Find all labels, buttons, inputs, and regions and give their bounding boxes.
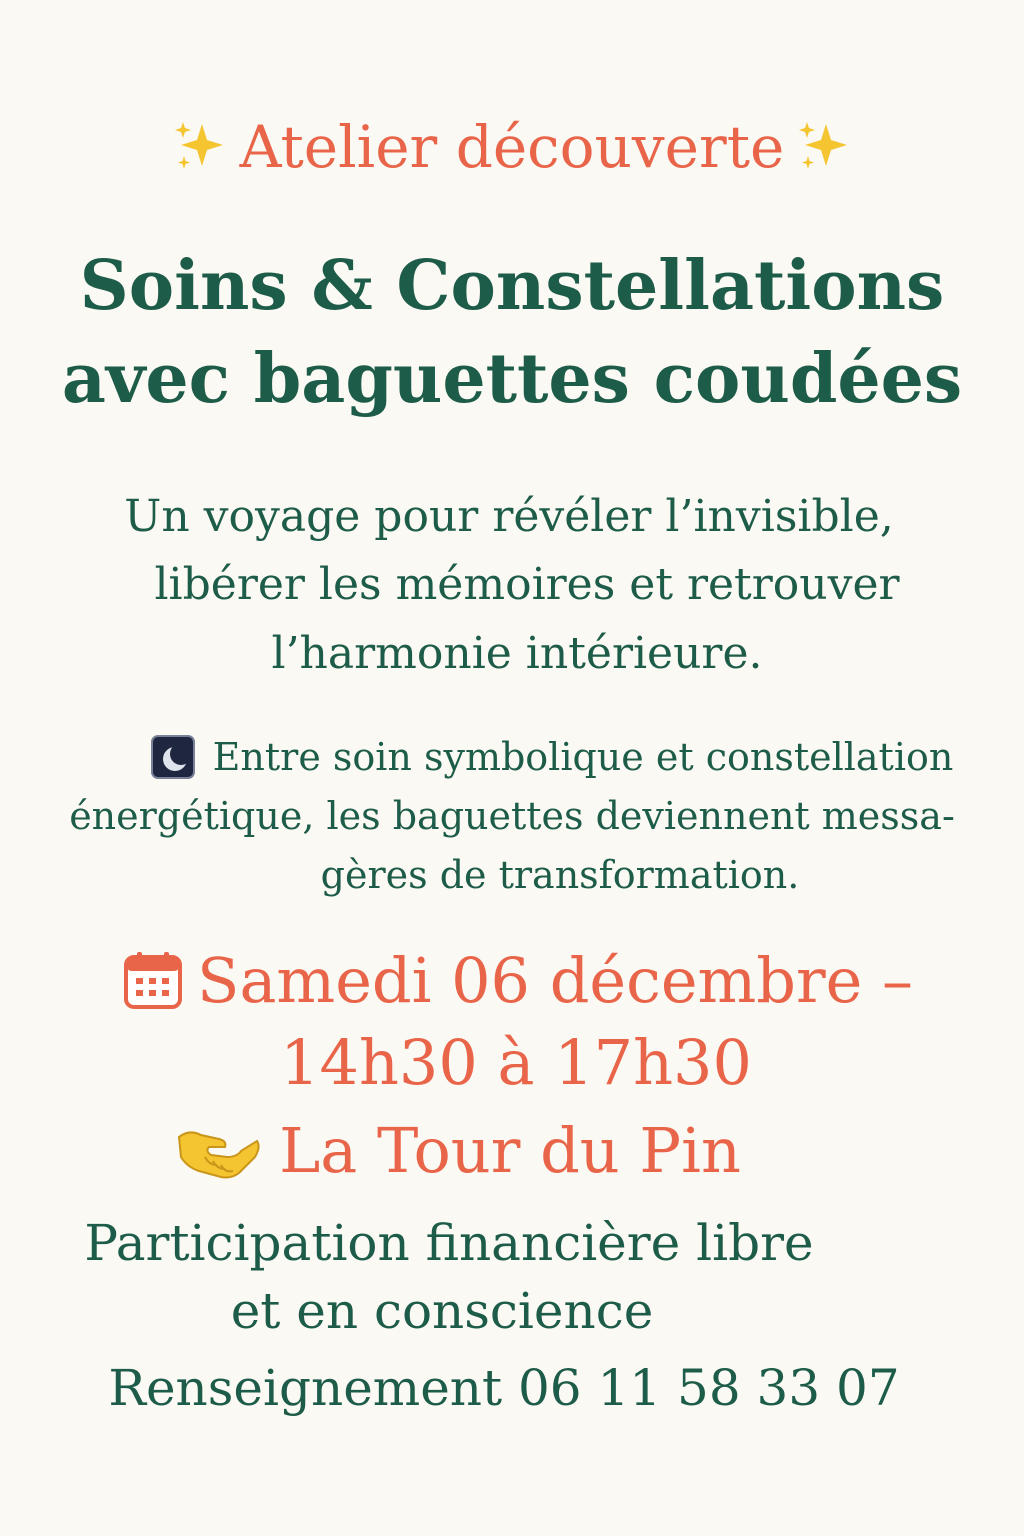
contact-info: Renseignement 06 11 58 33 07: [108, 1359, 900, 1417]
participation-line-2: et en conscience: [230, 1282, 654, 1340]
intro-line-1: Un voyage pour révéler l’invisible,: [124, 491, 894, 542]
sparkles-icon: [172, 118, 228, 174]
intro-line-3: l’harmonie intérieure.: [271, 628, 763, 679]
crescent-moon-icon: [151, 735, 195, 779]
calendar-icon: [123, 950, 183, 1010]
event-place-line: [0, 1114, 970, 1189]
sparkles-icon: [796, 118, 852, 174]
header-line: [0, 113, 1024, 181]
description-line-3: gères de transformation.: [320, 853, 800, 897]
participation-line-1: Participation financière libre: [84, 1214, 814, 1272]
event-time: 14h30 à 17h30: [280, 1026, 752, 1099]
header-title: Atelier découverte: [239, 113, 785, 181]
event-place: La Tour du Pin: [279, 1114, 741, 1187]
main-title-line-1: Soins & Constellations: [79, 246, 945, 326]
event-date-text-1: Samedi 06 décembre –: [196, 944, 914, 1017]
event-date-line-1: [6, 944, 1024, 1017]
intro-line-2: libérer les mémoires et retrouver: [154, 559, 900, 610]
description-line-2: énergétique, les baguettes deviennent messa-: [69, 794, 955, 838]
description-line-1: [40, 735, 1024, 783]
main-title-line-2: avec baguettes coudées: [61, 339, 963, 419]
description-text-1: Entre soin symbolique et constellation: [212, 735, 954, 779]
handshake-icon: [175, 1117, 261, 1183]
